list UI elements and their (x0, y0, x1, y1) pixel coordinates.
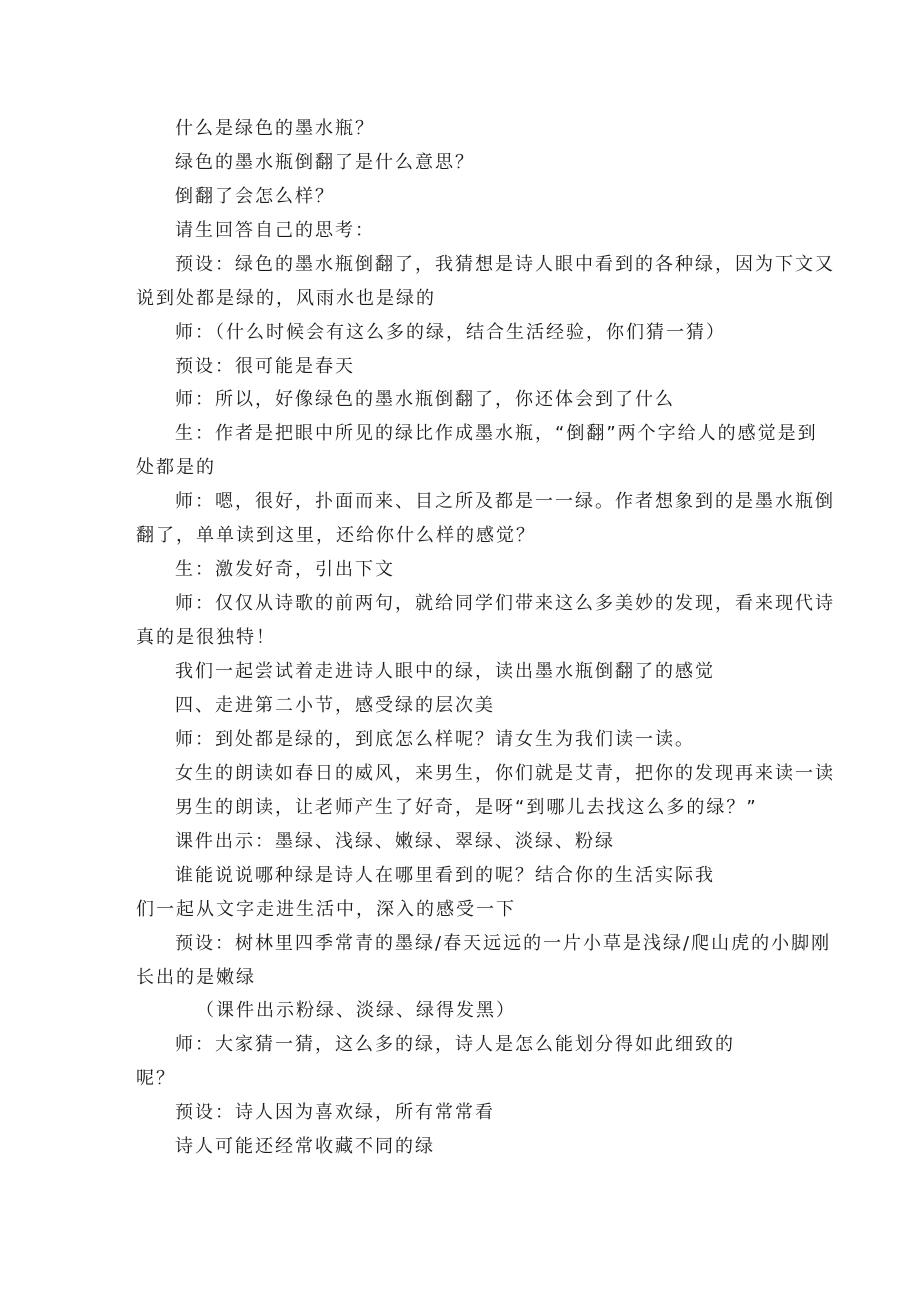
text-line: 预设：诗人因为喜欢绿，所有常常看 (175, 1102, 495, 1123)
text-line: 绿色的墨水瓶倒翻了是什么意思？ (175, 152, 475, 173)
text-line: 谁能说说哪种绿是诗人在哪里看到的呢？结合你的生活实际我 (175, 865, 715, 886)
text-line: 师：仅仅从诗歌的前两句，就给同学们带来这么多美妙的发现，看来现代诗 (175, 593, 835, 614)
text-line: 生：作者是把眼中所见的绿比作成墨水瓶，“倒翻”两个字给人的感觉是到 (175, 423, 818, 444)
text-line: 倒翻了会怎么样？ (175, 186, 335, 207)
text-line: 课件出示：墨绿、浅绿、嫩绿、翠绿、淡绿、粉绿 (175, 831, 615, 852)
text-line: 什么是绿色的墨水瓶？ (175, 118, 375, 139)
text-line: 预设：很可能是春天 (175, 356, 355, 377)
text-line: 师：所以，好像绿色的墨水瓶倒翻了，你还体会到了什么 (175, 389, 675, 410)
text-line: 们一起从文字走进生活中，深入的感受一下 (136, 899, 516, 920)
text-line: 诗人可能还经常收藏不同的绿 (175, 1136, 435, 1157)
text-line: 四、走进第二小节，感受绿的层次美 (175, 695, 495, 716)
text-line: 真的是很独特！ (136, 627, 276, 648)
text-line: 预设：绿色的墨水瓶倒翻了，我猜想是诗人眼中看到的各种绿，因为下文又 (175, 254, 835, 275)
text-line: 女生的朗读如春日的威风，来男生，你们就是艾青，把你的发现再来读一读 (175, 763, 835, 784)
text-line: 男生的朗读，让老师产生了好奇，是呀“到哪儿去找这么多的绿？” (175, 797, 758, 818)
text-line: 师：嗯，很好，扑面而来、目之所及都是一一绿。作者想象到的是墨水瓶倒 (175, 491, 835, 512)
text-line: 呢？ (136, 1068, 176, 1089)
text-line: 处都是的 (136, 457, 216, 478)
text-line: 师：到处都是绿的，到底怎么样呢？请女生为我们读一读。 (175, 729, 695, 750)
text-line: 师：（什么时候会有这么多的绿，结合生活经验，你们猜一猜） (175, 322, 726, 343)
text-line: 长出的是嫩绿 (136, 967, 256, 988)
text-line: （课件出示粉绿、淡绿、绿得发黑） (196, 1000, 516, 1021)
text-line: 说到处都是绿的，风雨水也是绿的 (136, 288, 436, 309)
text-line: 预设：树林里四季常青的墨绿/春天远远的一片小草是浅绿/爬山虎的小脚刚 (175, 933, 832, 954)
text-line: 我们一起尝试着走进诗人眼中的绿，读出墨水瓶倒翻了的感觉 (175, 661, 715, 682)
text-line: 生：激发好奇，引出下文 (175, 559, 395, 580)
text-line: 翻了，单单读到这里，还给你什么样的感觉？ (136, 525, 536, 546)
text-line: 师：大家猜一猜，这么多的绿，诗人是怎么能划分得如此细致的 (175, 1034, 735, 1055)
text-line: 请生回答自己的思考： (175, 220, 375, 241)
